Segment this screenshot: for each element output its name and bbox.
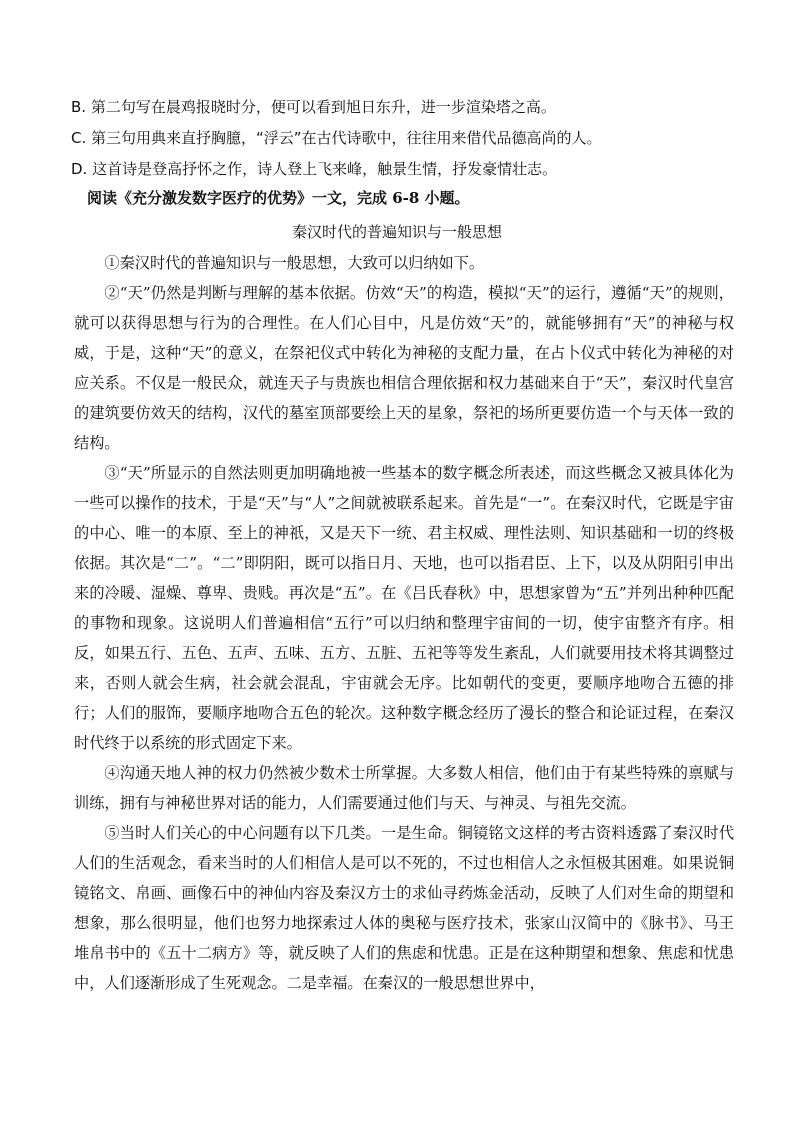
article-title: 秦汉时代的普遍知识与一般思想 — [291, 223, 502, 241]
article-paragraph-5: ⑤当时人们关心的中心问题有以下几类。一是生命。铜镜铭文这样的考古资料透露了秦汉时代人们的生活观念，看来当时的人们相信人是可以不死的，不过也相信人之永恒极其困难。如果说铜镜铭文、帛画、画像石中的神仙内容及秦汉方士的求仙寻药炼金活动，反映了人们对生命的期望和想象，那么很明显，他们也努力地探索过人体的奥秘与医疗技术，张家山汉简中的《脉书》、马王堆帛书中的《五十二病方》等，就反映了人们的焦虑和忧患。正是在这种期望和想象、焦虑和忧患中，人们逐渐形成了生死观念。二是幸福。在秦汉的一般思想世界中， — [74, 824, 734, 992]
option-b: B. 第二句写在晨鸡报晓时分，便可以看到旭日东升，进一步渲染塔之高。 — [71, 98, 556, 116]
option-d: D. 这首诗是登高抒怀之作，诗人登上飞来峰，触景生情，抒发豪情壮志。 — [71, 160, 558, 178]
article-body — [74, 248, 734, 998]
article-paragraph-3: ③“天”所显示的自然法则更加明确地被一些基本的数字概念所表述，而这些概念又被具体化为一些可以操作的技术，于是“天”与“人”之间就被联系起来。首先是“一”。在秦汉时代，它既是宇宙的中心、唯一的本原、至上的神祇，又是天下一统、君主权威、理性法则、知识基础和一切的终极依据。其次是“二”。“二”即阴阳，既可以指日月、天地，也可以指君臣、上下，以及从阴阳引申出来的冷暖、湿燥、尊卑、贵贱。再次是“五”。在《吕氏春秋》中，思想家曾为“五”并列出种种匹配的事物和现象。这说明人们普遍相信“五行”可以归纳和整理宇宙间的一切，使宇宙整齐有序。相反，如果五行、五色、五声、五味、五方、五脏、五祀等等发生紊乱，人们就要用技术将其调整过来，否则人就会生病，社会就会混乱，宇宙就会无序。比如朝代的变更，要顺序地吻合五德的排行；人们的服饰，要顺序地吻合五色的轮次。这种数字概念经历了漫长的整合和论证过程，在秦汉时代终于以系统的形式固定下来。 — [74, 464, 734, 752]
article-paragraph-1: ①秦汉时代的普遍知识与一般思想，大致可以归纳如下。 — [104, 254, 485, 272]
option-c: C. 第三句用典来直抒胸臆，“浮云”在古代诗歌中，往往用来借代品德高尚的人。 — [71, 129, 602, 147]
reading-instruction: 阅读《充分激发数字医疗的优势》一文，完成 6-8 小题。 — [87, 189, 470, 207]
article-paragraph-4: ④沟通天地人神的权力仍然被少数术士所掌握。大多数人相信，他们由于有某些特殊的禀赋与训练，拥有与神秘世界对话的能力，人们需要通过他们与天、与神灵、与祖先交流。 — [74, 764, 734, 812]
article-paragraph-2: ②“天”仍然是判断与理解的基本依据。仿效“天”的构造，模拟“天”的运行，遵循“天”的规则，就可以获得思想与行为的合理性。在人们心目中，凡是仿效“天”的，就能够拥有“天”的神秘与权威，于是，这种“天”的意义，在祭祀仪式中转化为神秘的支配力量，在占卜仪式中转化为神秘的对应关系。不仅是一般民众，就连天子与贵族也相信合理依据和权力基础来自于“天”，秦汉时代皇宫的建筑要仿效天的结构，汉代的墓室顶部要绘上天的星象，祭祀的场所更要仿造一个与天体一致的结构。 — [74, 284, 734, 452]
